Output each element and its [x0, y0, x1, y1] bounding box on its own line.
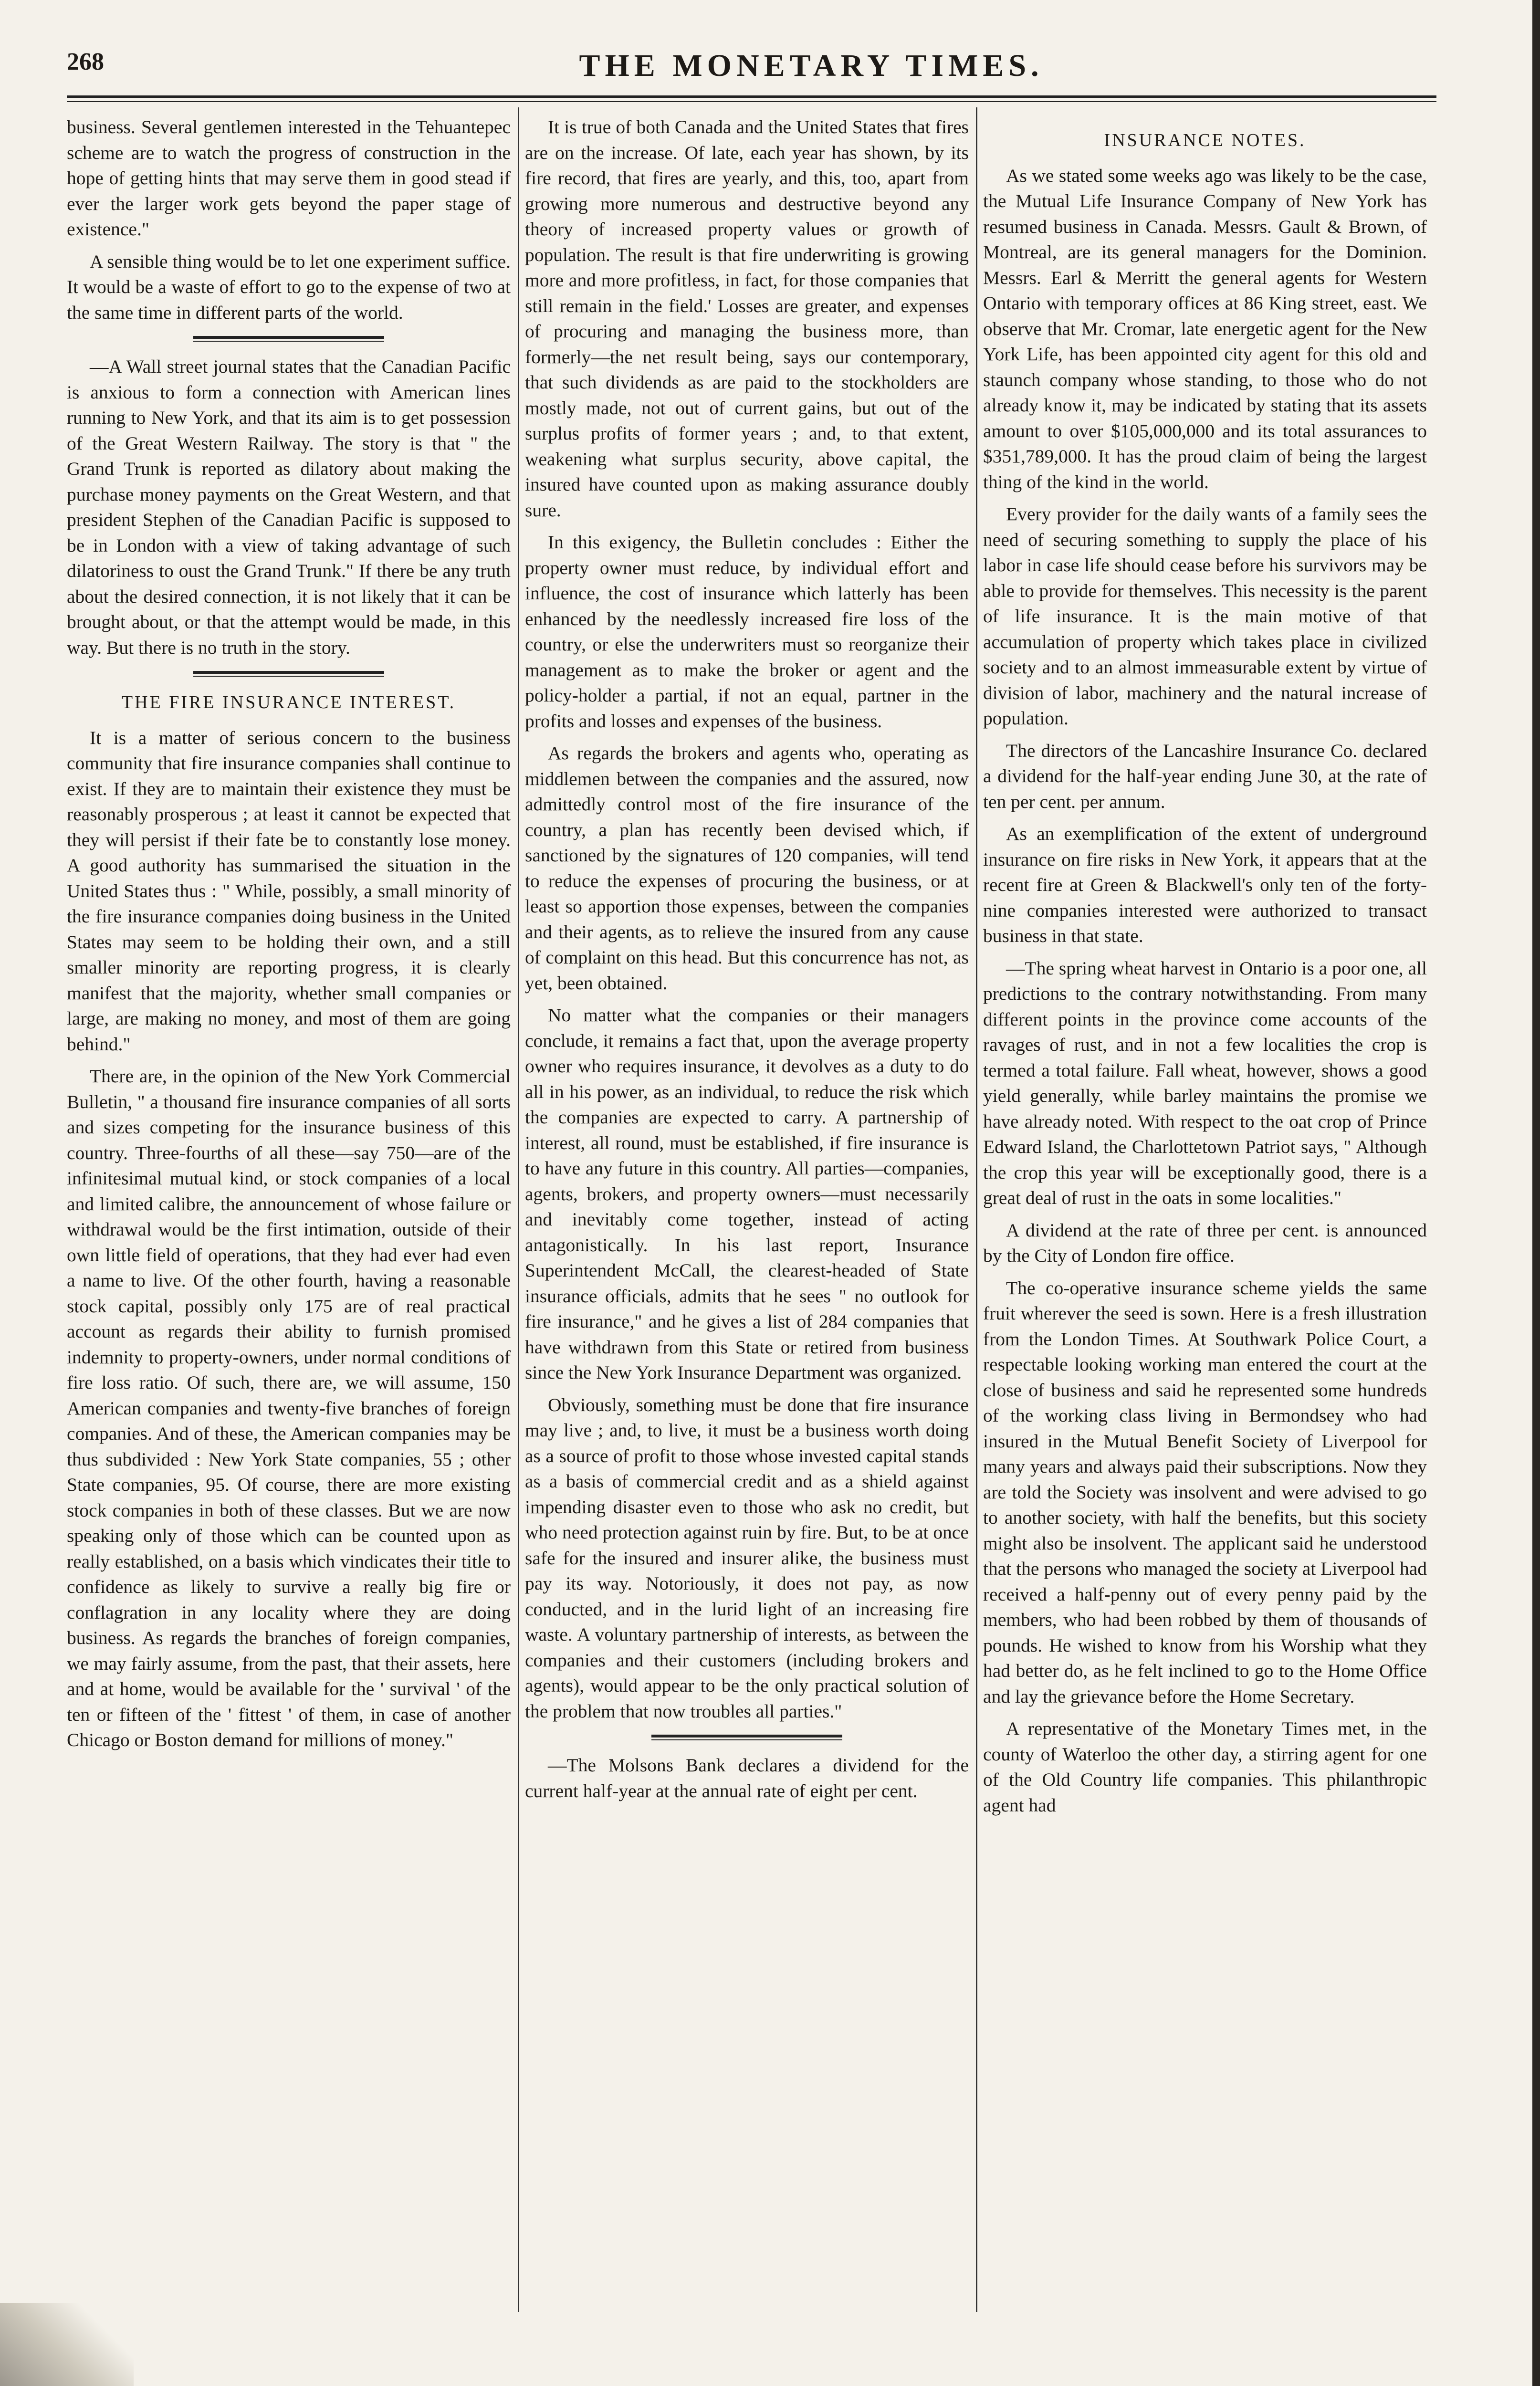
- column-divider-2: [976, 107, 977, 2312]
- article-paragraph: —A Wall street journal states that the Canadian Pacific is anxious to form a connection with American lines running to New York, and that its aim is to get possession of the Great Western Railway. The story is that " the Grand Trunk is reported as dilatory about making the purchase money payments on the Great Western, and that president Stephen of the Canadian Pacific is supposed to be in London with a view of taking advantage of such dilatoriness to oust the Grand Trunk." If there be any truth about the desired connection, it is not likely that it can be brought about, or that the attempt would be made, in this way. But there is no truth in the story.: [67, 356, 511, 658]
- column-divider-1: [518, 107, 519, 2312]
- section-separator: [193, 671, 384, 677]
- article-paragraph: Every provider for the daily wants of a family sees the need of securing something to supply the place of his labor in case life should cease before his survivors may be able to provide for themselves. This necessity is the parent of life insurance. It is the main motive of that accumulation of property which takes place in civilized society and to an almost immeasurable extent by virtue of division of labor, machinery and the natural increase of population.: [983, 503, 1427, 729]
- article-paragraph: As an exemplification of the extent of underground insurance on fire risks in New York, it appears that at the recent fire at Green & Blackwell's only ten of the forty-nine companies interested were authorized to transact business in that state.: [983, 823, 1427, 946]
- section-separator: [651, 1735, 842, 1740]
- article-paragraph: The directors of the Lancashire Insurance Co. declared a dividend for the half-year ending June 30, at the rate of ten per cent. per annum.: [983, 740, 1427, 812]
- article-paragraph: A dividend at the rate of three per cent. is announced by the City of London fire office.: [983, 1219, 1427, 1266]
- article-paragraph: business. Several gentlemen interested in the Tehuantepec scheme are to watch the progress of construction in the hope of getting hints that may serve them in good stead if ever the larger work gets beyond the paper stage of existence.": [67, 116, 511, 240]
- page-corner-shadow: [0, 2303, 134, 2386]
- article-paragraph: As we stated some weeks ago was likely to be the case, the Mutual Life Insurance Company of New York has resumed business in Canada. Messrs. Gault & Brown, of Montreal, are its general managers for the Dominion. Messrs. Earl & Merritt the general agents for Western Ontario with temporary offices at 86 King street, east. We observe that Mr. Cromar, late energetic agent for the New York Life, has been appointed city agent for this old and staunch company whose standing, to those who do not already know it, may be indicated by stating that its assets amount to over $105,000,000 and its total assurances to $351,789,000. It has the proud claim of being the largest thing of the kind in the world.: [983, 165, 1427, 492]
- article-paragraph: In this exigency, the Bulletin concludes : Either the property owner must reduce, by individual effort and influence, the cost of insurance which latterly has been enhanced by the needlessly increased fire loss of the country, or else the underwriters must so reorganize their management as to make the broker or agent and the policy-holder a partial, if not an equal, partner in the profits and losses and expenses of the business.: [525, 532, 969, 732]
- column-1: [67, 115, 511, 2334]
- column-3: [983, 115, 1427, 2334]
- article-paragraph: A sensible thing would be to let one experiment suffice. It would be a waste of effort to go to the expense of two at the same time in different parts of the world.: [67, 251, 511, 323]
- article-paragraph: As regards the brokers and agents who, operating as middlemen between the companies and the assured, now admittedly control most of the fire insurance of the country, a plan has recently been devised which, if sanctioned by the signatures of 120 companies, will tend to reduce the expenses of procuring the business, or at least so apportion those expenses, between the companies and their agents, as to relieve the insured from any cause of complaint on this head. But this concurrence has not, as yet, been obtained.: [525, 743, 969, 994]
- article-heading: INSURANCE NOTES.: [1104, 130, 1306, 150]
- column-2: [525, 115, 969, 2334]
- section-separator: [193, 336, 384, 342]
- header-rule-thin: [67, 101, 1436, 102]
- page-binding-edge: [1532, 0, 1540, 2386]
- article-heading: THE FIRE INSURANCE INTEREST.: [121, 692, 456, 712]
- article-paragraph: —The spring wheat harvest in Ontario is a poor one, all predictions to the contrary notwithstanding. From many different points in the province come accounts of the ravages of rust, and in not a few localities the crop is termed a total failure. Fall wheat, however, shows a good yield generally, while barley maintains the promise we have already noted. With respect to the oat crop of Prince Edward Island, the Charlottetown Patriot says, " Although the crop this year will be exceptionally good, there is a great deal of rust in the oats in some localities.": [983, 957, 1427, 1208]
- article-paragraph: No matter what the companies or their managers conclude, it remains a fact that, upon the average property owner who requires insurance, it devolves as a duty to do all in his power, as an individual, to reduce the risk which the companies are expected to carry. A partnership of interest, all round, must be established, if fire insurance is to have any future in this country. All parties—companies, agents, brokers, and property owners—must necessarily and inevitably come together, instead of acting antagonistically. In his last report, Insurance Superintendent McCall, the clearest-headed of State insurance officials, admits that he sees " no outlook for fire insurance," and he gives a list of 284 companies that have withdrawn from this State or retired from business since the New York Insurance Department was organized.: [525, 1005, 969, 1383]
- article-paragraph: It is true of both Canada and the United States that fires are on the increase. Of late, each year has shown, by its fire record, that fires are yearly, and this, too, apart from growing more numerous and destructive beyond any theory of increased property values or growth of population. The result is that fire underwriting is growing more and more profitless, in fact, for those companies that still remain in the field.' Losses are greater, and expenses of procuring and managing the business more, than formerly—the net result being, says our contemporary, that such dividends as are paid to the stockholders are mostly made, not out of current gains, but out of the surplus profits of former years ; and, to that extent, weakening what surplus security, above capital, the insured have counted upon as making assurance doubly sure.: [525, 116, 969, 521]
- page-number: 268: [67, 48, 104, 75]
- article-paragraph: A representative of the Monetary Times met, in the county of Waterloo the other day, a stirring agent for one of the Old Country life companies. This philanthropic agent had: [983, 1718, 1427, 1816]
- article-paragraph: —The Molsons Bank declares a dividend for the current half-year at the annual rate of eight per cent.: [525, 1755, 969, 1801]
- article-paragraph: There are, in the opinion of the New York Commercial Bulletin, " a thousand fire insurance companies of all sorts and sizes competing for the insurance business of this country. Three-fourths of all these—say 750—are of the infinitesimal mutual kind, or stock companies of a local and limited calibre, the announcement of whose failure or withdrawal would be the first intimation, outside of their own little field of operations, that they had ever had even a name to live. Of the other fourth, having a reasonable stock capital, possibly only 175 are of real practical account as regards their ability to furnish promised indemnity to property-owners, under normal conditions of fire loss ratio. Of such, there are, we will assume, 150 American companies and twenty-five branches of foreign companies. And of these, the American companies may be thus subdivided : New York State companies, 55 ; other State companies, 95. Of course, there are more existing stock companies in both of these classes. But we are now speaking only of those which can be counted upon as really established, on a basis which vindicates their title to confidence as likely to survive a really big fire or conflagration in any locality where they are doing business. As regards the branches of foreign companies, we may fairly assume, from the past, that their assets, here and at home, would be available for the ' survival ' of the ten or fifteen of the ' fittest ' of them, in case of another Chicago or Boston demand for millions of money.": [67, 1066, 511, 1750]
- masthead-title: THE MONETARY TIMES.: [579, 48, 1044, 83]
- article-paragraph: It is a matter of serious concern to the business community that fire insurance companies shall continue to exist. If they are to maintain their existence they must be reasonably prosperous ; at least it cannot be expected that they will persist if their fate be to constantly lose money. A good authority has summarised the situation in the United States thus : " While, possibly, a small minority of the fire insurance companies doing business in the United States may seem to be holding their own, and a still smaller minority are reporting progress, it is clearly manifest that the majority, whether small companies or large, are making no money, and most of them are going behind.": [67, 727, 511, 1055]
- article-paragraph: Obviously, something must be done that fire insurance may live ; and, to live, it must be a business worth doing as a source of profit to those whose invested capital stands as a basis of commercial credit and as a shield against impending disaster even to those who ask no credit, but who need protection against ruin by fire. But, to be at once safe for the insured and insurer alike, the business must pay its way. Notoriously, it does not pay, as now conducted, and in the lurid light of an increasing fire waste. A voluntary partnership of interests, as between the companies and their customers (including brokers and agents), would appear to be the only practical solution of the problem that now troubles all parties.": [525, 1394, 969, 1722]
- header-rule: [67, 95, 1436, 98]
- article-paragraph: The co-operative insurance scheme yields the same fruit wherever the seed is sown. Here is a fresh illustration from the London Times. At Southwark Police Court, a respectable looking working man entered the court at the close of business and said he represented some hundreds of the working class living in Bermondsey who had insured in the Mutual Benefit Society of Liverpool for many years and always paid their subscriptions. Now they are told the Society was insolvent and were advised to go to another society, with half the benefits, but this society might also be insolvent. The applicant said he understood that the persons who managed the society at Liverpool had received a half-penny out of every penny paid by the members, who had been robbed by them of thousands of pounds. He wished to know from his Worship what they had better do, as he felt inclined to go to the Home Office and lay the grievance before the Home Secretary.: [983, 1277, 1427, 1707]
